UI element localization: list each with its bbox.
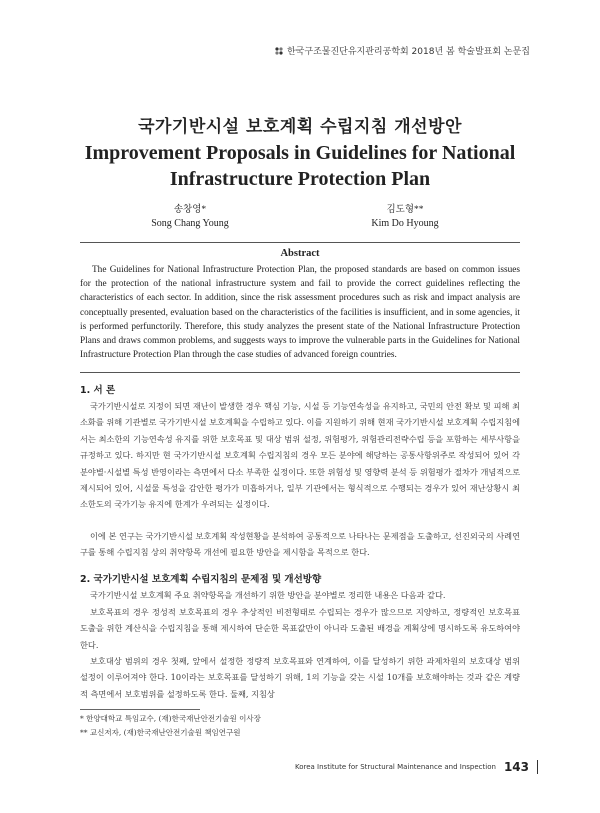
section-2-heading: 2. 국가기반시설 보호계획 수립지침의 문제점 및 개선방향 bbox=[80, 574, 322, 585]
journal-logo-icon bbox=[275, 47, 283, 55]
english-title: Improvement Proposals in Guidelines for National Infrastructure Protection Plan bbox=[84, 142, 516, 190]
footnote-1: * 한양대학교 특임교수, (재)한국재난안전기술원 이사장 bbox=[80, 714, 261, 723]
section-2-paragraph: 보호대상 범위의 경우 첫째, 앞에서 설정한 정량적 보호목표와 연계하여, 이를 달성하기 위한 과제차원의 보호대상 범위 설정이 이루어져야 한다. 10이라는 보호목표를 달성하기 위해, 1의 기능을 갖는 시설 10개를 보호해야하는 것과 같은 계량적 측면에서 보호범위를 설정하도록 한다. 둘째, 지침상 bbox=[80, 656, 520, 699]
author-2 bbox=[330, 203, 480, 231]
author-2-english: Kim Do Hyoung bbox=[371, 218, 439, 229]
footer-journal-name: Korea Institute for Structural Maintenance and Inspection bbox=[294, 763, 496, 771]
section-2-paragraph: 보호목표의 경우 정성적 보호목표의 경우 추상적인 비전형태로 수립되는 경우가 많으므로 지양하고, 정량적인 보호목표 도출을 위한 계산식을 수립지침을 통해 제시하여 단순한 목표값만이 아니라 도출된 배경을 계획상에 명시하도록 유도하여야 한다. bbox=[80, 607, 520, 650]
abstract-body: The Guidelines for National Infrastructure Protection Plan, the proposed standards are based on common issues for the protection of the national infrastructure system and fail to provide the correct guidelines reflecting the characteristics of each sector. In addition, since the risk assessment procedures such as risk and impact analysis are conceptually presented, evaluation based on the characteristics of the facilities is insufficient, and in some agencies, it is performed perfunctorily. Therefore, this study analyzes the present state of the National Infrastructure Protection Plans and draws common problems, and suggests ways to improve the vulnerable parts in the Guidelines for National Infrastructure Protection Plan through the case studies of advanced foreign countries. bbox=[80, 265, 520, 361]
footnote-2: ** 교신저자, (재)한국재난안전기술원 책임연구원 bbox=[80, 728, 241, 737]
page-footer bbox=[295, 760, 538, 774]
journal-header-text: 한국구조물진단유지관리공학회 2018년 봄 학술발표회 논문집 bbox=[286, 47, 530, 57]
page-number: 143 bbox=[503, 760, 529, 774]
abstract-bottom-rule bbox=[80, 372, 520, 373]
author-2-korean: 김도형** bbox=[386, 205, 424, 215]
footnote-rule bbox=[80, 709, 200, 710]
section-1-heading: 1. 서 론 bbox=[80, 385, 116, 396]
author-1-english: Song Chang Young bbox=[151, 218, 229, 229]
author-1 bbox=[115, 203, 265, 231]
author-1-korean: 송창영* bbox=[173, 205, 207, 215]
running-header bbox=[275, 44, 530, 57]
korean-title: 국가기반시설 보호계획 수립지침 개선방안 bbox=[138, 117, 462, 137]
section-1-paragraph: 이에 본 연구는 국가기반시설 보호계획 작성현황을 분석하여 공통적으로 나타나는 문제점을 도출하고, 선진외국의 사례연구를 통해 수립지침 상의 취약항목 개선에 필요한 방안을 제시함을 목적으로 한다. bbox=[80, 531, 520, 558]
section-1-paragraph: 국가기반시설로 지정이 되면 재난이 발생한 경우 핵심 기능, 시설 등 기능연속성을 유지하고, 국민의 안전 확보 및 피해 최소화를 위해 기관별로 국가기반시설 보호계획을 수립하고 있다. 이를 지원하기 위해 현재 국가기반시설 보호계획 수립지침에서는 최소한의 기능연속성 유지를 위한 보호목표 및 대상 범위 설정, 위험평가, 위험관리전략수립 등을 포함하는 세부사항을 규정하고 있다. 하지만 현 국가기반시설 보호계획 수립지침의 경우 모든 분야에 해당하는 공통사항위주로 작성되어 있어 각 분야별·시설별 특성 반영이라는 측면에서 다소 부족한 실정이다. 또한 위험성 및 영향력 분석 등 위험평가 절차가 개념적으로 제시되어 있어, 시설물 특성을 감안한 평가가 미흡하거나, 일부 기관에서는 형식적으로 수행되는 경우가 있어 재난상황시 최소한도의 국가기능 유지에 한계가 우려되는 실정이다. bbox=[80, 401, 520, 510]
abstract-top-rule bbox=[80, 242, 520, 243]
section-2-paragraph: 국가기반시설 보호계획 주요 취약항목을 개선하기 위한 방안을 분야별로 정리한 내용은 다음과 같다. bbox=[90, 590, 446, 600]
abstract-heading: Abstract bbox=[280, 248, 320, 259]
footer-divider bbox=[537, 760, 538, 774]
